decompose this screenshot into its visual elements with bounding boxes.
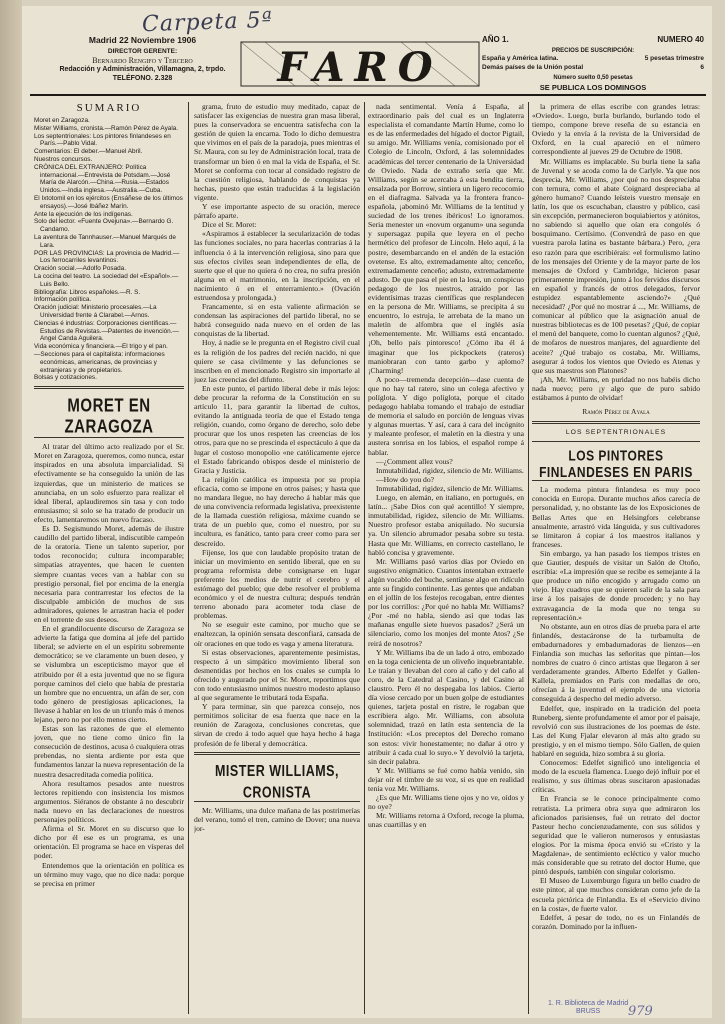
sumario-item: Ciencias é industrias: Corporaciones científicas.—Estudios de Revistas.—Patentes de invención.—Angel Canda Aguilera.: [34, 319, 179, 343]
sumario-item: Mister Williams, cronista.—Ramón Pérez de Ayala.: [34, 124, 179, 132]
sumario-list: [34, 117, 184, 382]
phone: TELÉFONO. 2.328: [112, 75, 173, 82]
newspaper-title: [235, 36, 485, 92]
column-2: [194, 102, 360, 1014]
sumario-item: Los septentrionales: Los pintores finlandeses en París.—Pablo Vidal.: [34, 132, 171, 148]
column-rule: [188, 102, 189, 1014]
sumario-item: Vida económica y financiera.—El trigo y el pan.: [34, 343, 168, 351]
pintores-headline: LOS PINTORES FINLANDESES EN PARIS: [539, 447, 693, 481]
column-4: [532, 102, 700, 1014]
sumario-item: Nuestros concursos.: [34, 156, 93, 164]
masthead: [30, 36, 706, 96]
title-logo: [235, 36, 485, 92]
divider: [532, 421, 700, 424]
binding-spine: [0, 0, 22, 1024]
issue-date: Madrid 22 Noviembre 1906: [88, 35, 197, 45]
sumario-item: Oración social.—Adolfo Posada.: [34, 265, 127, 273]
prices-label: PRECIOS DE SUSCRIPCIÓN:: [551, 47, 635, 54]
sumario-item: Moret en Zaragoza.: [34, 117, 90, 125]
issue-info: [482, 36, 704, 45]
director-names: Bernardo Rengifo y Tercero: [92, 56, 193, 65]
divider: [532, 441, 700, 442]
issue-year: AÑO 1.: [482, 35, 509, 44]
williams-headline: MISTER WILLIAMS, CRONISTA: [215, 761, 339, 801]
divider: [194, 752, 360, 755]
masthead-left: [40, 36, 245, 83]
sumario: [34, 104, 184, 382]
section-label: LOS SEPTENTRIONALES: [565, 429, 667, 437]
moret-headline: MORET EN ZARAGOZA: [64, 395, 154, 438]
williams-article: Mr. Williams, una dulce mañana de las postrimerías del verano, tomó el tren, camino de Dover; una nueva jor-: [194, 805, 360, 833]
author-signature: Ramón Pérez de Ayala: [582, 407, 650, 417]
handwritten-note: Carpeta 5ª: [141, 7, 274, 38]
sumario-item: Comentarios: El deber.—Manuel Abril.: [34, 148, 143, 156]
sumario-title: SUMARIO: [76, 102, 142, 114]
sumario-item: Oración judicial: Ministerio procesales.—La Universidad frente á Clarabel.—Arnos.: [34, 304, 157, 320]
sumario-item: POR LAS PROVINCIAS: La provincia de Madrid.—Los ferrocarriles levantinos.: [34, 249, 180, 265]
moret-article: Al tratar del último acto realizado por el Sr. Moret en Zaragoza, queremos, como nunca, estar inspirados en una absoluta imparcialidad. Si efectivamente se ha conseguido la unión de las izquierdas, que un ministerio de matices se anunciaba, en un solo esfuerzo para realizar el ideal liberal, aplaudiremos sin tasa y con todo entusiasmo; si solo se ha tratado de producir un efecto, lamentaremos un nuevo fracaso. Es D. Segismundo Moret, además de ilustre caudillo del partido liberal, indiscutible campeón de la oratoria. Tiene un talento superior, por todos reconocido; cultura incomparable; simpatías atrayentes, que hacen le cuenten siempre cuantas veces van a hablar con su prestigio personal, fiel por encima de la energía necesaria para contrarrestar los efectos de la disculpable ambición de muchos de sus admiradores, quienes le arrastran hacia el poder en el torrente de sus deseos. En el grandilocuente discurso de Zaragoza se advierte la fatiga que domina al jefe del partido liberal; se advierte en el un espíritu sobremente democrático; se ve claramente un buen deseo, y se vislumbra un escepticismo mayor que el atribuido por él a esta juventud que no se figura porque caminos del cielo que había de prestaria un hombre que no encuentra, un afán de ser, con todo género de prestigiosas aplicaciones, la llevase á hablar en los de un triunfo más ó menos lejano, pero no por ello menos cierto. Estas son las razones de que el elemento joven, que no tiene como único fin la consecución de destinos, acusa ó cualquiera otras prebendas, no sienta ardiente por esta que fundamentos lanzar la nueva representación de la nuestra desacreditada comedia política. Ahora resultamos pesados ante nuestros lectores repitiendo con insistencia los mismos argumentos. Siéranos de obstante á no descubrir nada nuevo en las declaraciones de nuestros personajes políticos. Afirma el Sr. Moret en su discurso que lo dicho por él ese es un programa, es una orientación. El programa se hace en vísperas del poder. Entendemos que la orientación en política es un término muy vago, que no dice nada: porque se precisa en primer: [34, 442, 184, 888]
price-row-1: España y América latina. 5 pesetas trimestre: [482, 55, 704, 62]
sumario-item: —Secciones para el capitalista: informaciones económicas, americanas, de provincias y extranjeras y de propietarios.: [34, 351, 165, 374]
column-3: [368, 102, 524, 1014]
sumario-item: Ante la ejecución de los indígenas.: [34, 210, 133, 218]
address: Redacción y Administración, Villamagna, 2, trpdo.: [59, 66, 226, 73]
price-row-2: Demás países de la Unión postal 6: [482, 63, 704, 71]
moret-article-cont: grama, fruto de estudio muy meditado, capaz de satisfacer las exigencias de nuestra gran masa liberal, pues la conservadora se encuentra satisfecha con la gestión de quien la encarna. Todo lo dicho demuestra que vivimos en el país de la paradoja, pues mientras el Sr. Maura, con su ley de Administración local, trata de transformar un bien ó en mal la vida de España, el Sr. Moret se conforma con tocar al considado registro de la cuestión religiosa, hablando de conquistas ya hechas, puesto que están traducidas á la legislación vigente. Y ese importante aspecto de su oración, merece párrafo aparte. Dice el Sr. Moret: «Aspiramos á establecer la secularización de todas las funciones sociales, no para hacerlas contrarias á la influencia ó á la intervención religiosa, sino para que sus efectos civiles sean independientes de ella, de suerte que el que no quiera ó no crea, no sufra presión alguna en el matrimonio, en la inscripción, en el nacimiento ó en el enterramiento.» (Ovación estruendosa y prolongada.) Francamente, si en esta valiente afirmación se condensan las aspiraciones del partido liberal, no se habrá conseguido nada nuevo en el orden de las conquistas de la libertad. Hoy, á nadie se le pregunta en el Registro civil cual es la religión de los padres del recién nacido, ni que quiere se casa civilmente y las defunciones se inscriben en el mencionado Registro sin importarle al juez las creencias del difunto. En este punto, el partido liberal debe ir más lejos: debe procurar la reforma de la Constitución en su artículo 11, para garantir la libertad de cultos, evitando la antiguada teoría de que el Estado tenga religión, cuando, como órgano de derecho, solo debe procurar que los unos respeten las creencias de los otros, para que no se prescinda el espectáculo á que da lugar el costoso monopolio «ne católicamente ejerce el Estado fabricando obispos desde el ministerio de Gracia y Justicia. La religión católica es impuesta por su propia eficacia, como se impone en otros países; y hasta que no mandara llegue, no hay derecho á hablar más que de una convivencia reformada legislativa, preexistente de la llamada cuestión religiosa, máxime cuando se trata de un pueblo que, como el nuestro, por su incultura, es fanático, tanto para creer como para ser descreído. Fíjense, los que con laudable propósito tratan de iniciar un movimiento en sentido liberal, que en su programa reformista debe consignarse en lugar preferente los medios de nutrir el cerebro y el estómago del pueblo; que debe resolver el problema económico y el de nuestra cultura; después tendrán terreno abonado para acometer toda clase de problemas. No se eseguir este camino, por mucho que se enaltezcan, la opinión sensata desconfiará, cansada de oír oraciones en que todo es vaga y amena literatura. Si estas observaciones, aparentemente pesimistas, respecto á un simpático movimiento liberal son desmentidas por hechos en los cuales se cumpla lo ofrecido y augurado por el Sr. Moret, reportimos que con todo entusiasmo unimos nuestro modesto aplauso al que seguramente le tributará toda España. Y para terminar, sin que parezca consejo, nos permitimos solicitar de esa fuerza que nace en la reunión de Zaragoza, conclusiones concretas, que sirvan de credo á todo aquel que haya hecho á haga profesión de fe liberal y democrática.: [194, 102, 360, 748]
column-rule: [364, 102, 365, 1014]
column-rule: [528, 102, 529, 1014]
sumario-item: Solo del lector. «Fuente Ovejuna».—Bernardo G. Candamo.: [34, 218, 174, 234]
williams-article-end: la primera de ellas escribe con grandes letras: «Oviedo». Luego, burla burlando, burlando todo el tiempo, compone breve reseña de su estancia en Oviedo y la envía á la revista de la Universidad de Oxford, en la cual apareció en el número correspondiente al jueves 29 de Octubre de 1908. Mr. Williams es implacable. Su burla tiene la saña de Juvenal y se acoda como la de Carlyle. Ya que nos desprecia, Mr. Williams, ¿por qué no nos despreciaba con ternura, como el abate Coignard despreciaba al género humano? Cuando leísteis vuestro mensaje en latín, los que os escuchaban, claustro y público, casi sin excepción, permanecieron boquiabiertos y atónitos, no sabiendo si aquello que oían era congolés ó bosquimano. Certísimo. (Convendrá de paso en que vuestra parola latina es bastante bárbara.) Pero, ¿era eso razón para que escribiérais: «el formulismo latino de los mensajes del Oriente y de la mayor parte de los mensajes de Oxford y Cambridge, hicieron pasar primeramente impresión, junto á los fervidos discursos en español y francés de otros delegados, fervor estupidez espantablemente asciendo?» ¿Qué necesidad? ¿Por qué no mostrar á ..., Mr. Williams, de comunicar al público que la asignación anual de nuestras bibliotecas es de 100 pesetas? ¿Qué, de copiar el menú del banquete, como lo cuentan algunos? ¿Qué, de mofaros de nuestros manjares, del aguardiente del aceite? ¿Qué trabajo os costaba, Mr. Williams, asegurar á todos los vientos que Oviedo es Atenas y que sus maestros son Platones? ¡Ah, Mr. Williams, en puridad no nos habéis dicho nada nuevo; pero ¡y algo que de puro sabido estábamos á punto de olvidar!: [532, 102, 700, 402]
library-stamp: 1. R. Biblioteca de Madrid BRUSS: [548, 1000, 629, 1015]
sumario-item: La aventura de Tannhauser.—Manuel Marqués de Lara.: [34, 234, 176, 249]
sumario-item: Bibliografía: Libros españoles.—R. S.: [34, 288, 141, 296]
director-label: DIRECTOR GERENTE:: [107, 48, 178, 55]
pencil-note: 979: [628, 1004, 653, 1019]
sumario-item: Información política.: [34, 296, 92, 304]
publication-schedule: SE PUBLICA LOS DOMINGOS: [539, 82, 647, 92]
divider: [34, 386, 184, 389]
masthead-right: [482, 36, 704, 92]
sumario-item: Bolsas y cotizaciones.: [34, 374, 97, 382]
issue-number: NUMERO 40: [657, 35, 704, 44]
sumario-item: El Ixtotomil en los ejércitos (Ensáñese de los últimos ensayos).—José Ibáñez Marín.: [34, 195, 183, 210]
columns: [30, 102, 706, 1014]
title-text: FARO: [277, 44, 443, 91]
pintores-article: La moderna pintura finlandesa es muy poco conocida en Europa. Durante muchos años carecía de personalidad, y, no obstante las de los Exposiciones de Bellas Artes que en Helsingfors celebranse anualmente, arrastró vida lánguida, y sus cultivadores se limitaron á copiar á los maestros italianos y franceses. Sin embargo, ya han pasado los tiempos tristes en que Gautier, después de visitar un Salón de Otoño, escribía: «La impresión que se recibe es semejante á la que produce un niño encogido y arrugado como un viejo. Hay cuadros que se quieren salir de la sala para irse á los paisajes de donde proceden; y no hay extravagancia de la moda que no tenga su representación.» No obstante, aun en otros días de prueba para el arte finlandés, destacáronse de la turbamulta de embadurnadores y embadurnadoras de lienzos—en Finlandia son muchas las señoritas que pintan—los nombres de cuatro ó cinco artistas que llegaron á ser verdaderamente grandes. Alberto Edelfet y Gallen-Kallela, premiados en París con medallas de oro, ofrecían á la juventud el ejemplo de una victoria conseguida á despecho del medio adverso. Edelfet, que, inspirado en la tradición del poeta Runeberg, siente profundamente el amor por el paisaje, revolvió con sus ilustraciones de los poemas de éste. Las del Kung Fjalar elevaron al más alto grado su prestigio, y en el mismo tiempo. Sólo Gallen, de quien hablaré en seguida, hizo sombra á su gloria. Conocemos: Edelfet significó uno inteligencia el modo de la escuela flamenca. Luego dejó influir por el realismo, y sus últimas obras suscitaron apasionadas críticas. En Francia se le conoce principalmente como retratista. La primera obra suya que admiraron los aficionados parisienses, fué un retrato del doctor Pasteur hecho concienzudamente, con sus sólidos y seguridad que le valieron numerosos y entusiastas elogios. Por la misma época envió su «Cristo y la Magdalena», de sentimiento ecléctico y valor mucho más considerable que su retrato del doctor Hume, que pintó después, también con singular colorismo. El Museo de Luxemburgo figura un bello cuadro de este pintor, al que muchos consideran como jefe de la escuela pictórica de Finlandia. Es el «Servicio divino en la costa», de fuerte valor. Edelfet, á pesar de todo, no es un Finlandés de corazón. Dominado por la influen-: [532, 485, 700, 931]
column-1: [34, 102, 184, 1014]
price-row-3: Número suelto 0,50 pesetas: [553, 75, 633, 81]
sumario-item: La cocina del teatro. La sociedad del «Español».—Luis Bello.: [34, 273, 179, 288]
williams-article-cont: nada sentimental. Venía á España, al extraordinario país del cual es un Inglaterra especialista el comandante Martín Hume, como lo es de las enfermedades del hígado el doctor Pigtail, su amigo. Mr. Williams venía, comisionado por el Colegio de Lincoln, Oxford, á las solemnidades académicas del tercer centenario de la Universidad de Oviedo. Nada de extraño sería que Mr. Williams, según se acercaba á esta bendita tierra, ensalzada por Borrow, sintiera un ligero recocomio en el diafragma. Salvada ya la frontera franco-española, ¡abominó Mr. Williams de la lentitud y suciedad de los trenes ibéricos! Lo ignoramos. Seria menester un «novum organum» una segunda y supersagaz pupila que leyera en el pecho hermético del profesor de Lincoln. Helo aquí, á la postre, desembarcando en el andén de la estación ovetense. Es alto, extremadamente alto; cenceño, extremadamente cenceño; adusto, extremadamente adusto. De que pasa el pie en la losa, un conspicuo pedagogo de los nuestros, atraído por las evidentísimas trazas científicas que resplandecen en la persona de Mr. Williams, se precipita á su encuentro, lo estruja, le arrebata de la mano un maletín de alfombra que el inglés asía vehementemente. Mr. Williams está encantado. ¡Oh, bello país pintoresco! ¿Cómo iba él á imaginar que los pickpockets (rateros) maniobraran con tanto garbo y aplomo? ¡Charming! A poco—tremenda decepción—dase cuenta de que no hay tal ratero, sino un colega afectivo y políglota. Y digo políglota, porque el citado pedagogo hablaba tomando el trabajo de estudiar de memoria el saludo en porción de lenguas vivas y algunas muertas. Y así, cara á cara del incógnito y maleante profesor, el maletín en la diestra y una austera sonrisa en los labios, el español rompe á hablar. —¿Comment allez vous? Inmutabilidad, rigidez, silencio de Mr. Williams. —How do you do? Inmutabilidad, rigidez, silencio de Mr. Williams. Luego, en alemán, en italiano, en portugués, en latín... ¡Sabe Dios con qué acentillo! Y siempre, inmutabilidad, rigidez, silencio de Mr. Williams. Nuestro profesor estaba aniquilado. No sucursia ya. Un silencio abrumador pesaba sobre su testa. Hasta que Mr. Williams, en correcto castellano, le habló concisa y gravemente. Mr. Williams pasó varios días por Oviedo en sugestivo enigmático. Cuantos intentaban extraerle algún vocablo del buche, sentíanse algo en ridículo ante su fingido continente. Las gentes que andaban en el jollín de los festejos recogaban, entre dientes por los corrillos: ¿Por qué no habla Mr. Williams? ¿Por -mé no habla, siendo así que todas las mañanas engulle siete huevos pasados? ¿Será un silenciario, como los monjes del monte Atos? ¿Se reirá de nosotros? Y Mr. Williams iba de un lado á otro, embozado en la toga cenicienta de un oliveño inquebrantable. Le traían y llevaban del coro al caño y del caño al coro, de la Catedral al Casino, y del Casino al claustro. Pero él no despegaba los labios. Cierto día viose cercado por un buen golpe de estudiantes quienes, tarjeta postal en ristre, le rogaban que escribiera algo. Mr. Williams, con absoluta solemnidad, trazó en latín esta sentencia de la Institución: «Los preceptos del Derecho romano son estos: vivir honestamente; no dañar á otro y atribuir á cada cual lo suyo.» Y devolvió la tarjeta, sin decir palabra. Y Mr. Williams se fué como había venido, sin dejar oír el timbre de su voz, si es que en realidad tenía voz Mr. Williams. ¿Es que Mr. Williams tiene ojos y no ve, oídos y no oye? Mr. Williams retorna á Oxford, recoge la pluma, unas cuartillas y en: [368, 102, 524, 830]
newspaper-page: [22, 6, 712, 1018]
sumario-item: CRÓNICA DEL EXTRANJERO: Política internacional.—Entrevista de Potsdam.—José María de Alarcón.—China.—Rusia.—Estados Unidos.—India inglesa.—Australia.—Cuba.: [34, 163, 171, 195]
